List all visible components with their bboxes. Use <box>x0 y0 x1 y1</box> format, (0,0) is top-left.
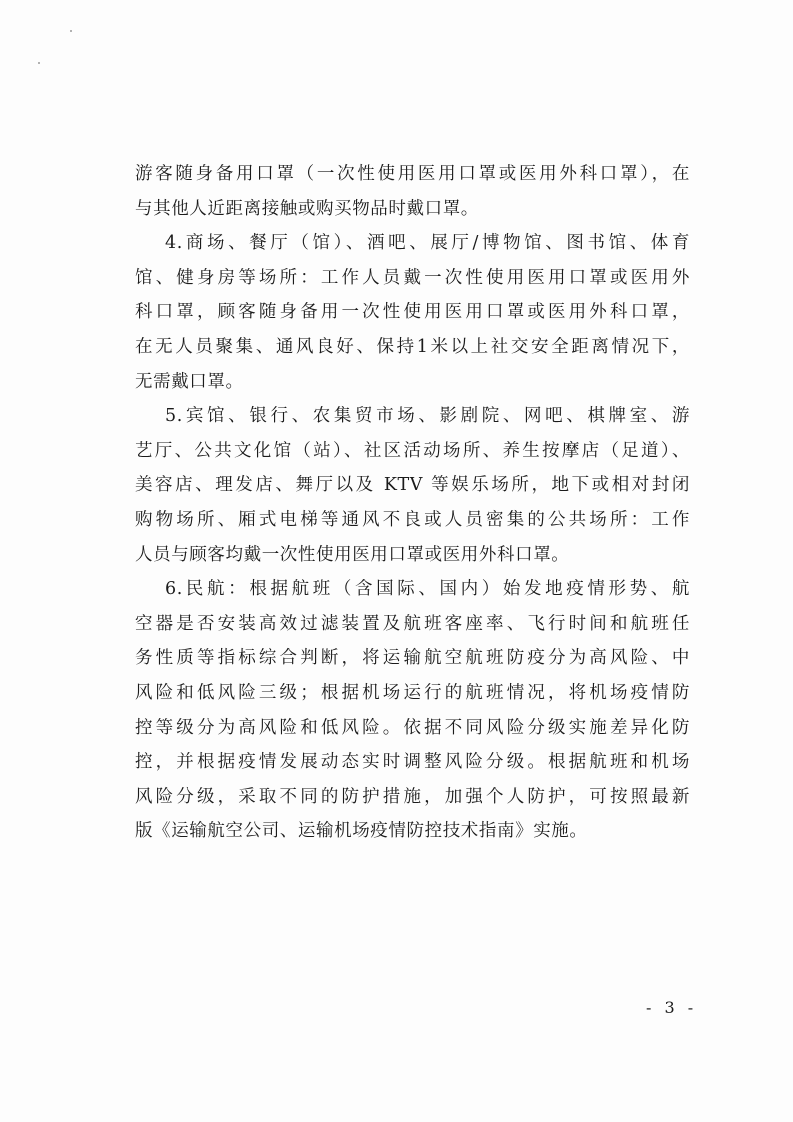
text-line: 控，并根据疫情发展动态实时调整风险分级。根据航班和机场 <box>135 752 690 773</box>
text-line: 风险和低风险三级；根据机场运行的航班情况，将机场疫情防 <box>135 682 690 703</box>
text-line: 4.商场、餐厅（馆）、酒吧、展厅/博物馆、图书馆、体育 <box>165 233 690 254</box>
text-line: 风险分级，采取不同的防护措施，加强个人防护，可按照最新 <box>135 786 690 807</box>
text-line: 空器是否安装高效过滤装置及航班客座率、飞行时间和航班任 <box>135 613 690 634</box>
text-line: 版《运输航空公司、运输机场疫情防控技术指南》实施。 <box>135 821 588 842</box>
text-line: 5.宾馆、银行、农集贸市场、影剧院、网吧、棋牌室、游 <box>165 406 690 427</box>
scan-speck <box>38 62 40 64</box>
page-number: - 3 - <box>646 998 698 1017</box>
text-line: 务性质等指标综合判断，将运输航空航班防疫分为高风险、中 <box>135 648 690 669</box>
text-line: 美容店、理发店、舞厅以及 KTV 等娱乐场所，地下或相对封闭 <box>135 475 690 496</box>
text-line: 馆、健身房等场所：工作人员戴一次性使用医用口罩或医用外 <box>135 267 690 288</box>
text-line: 艺厅、公共文化馆（站）、社区活动场所、养生按摩店（足道）、 <box>135 440 690 461</box>
text-line: 人员与顾客均戴一次性使用医用口罩或医用外科口罩。 <box>135 544 570 565</box>
text-line: 科口罩，顾客随身备用一次性使用医用口罩或医用外科口罩， <box>135 302 690 323</box>
text-line: 与其他人近距离接触或购买物品时戴口罩。 <box>135 198 479 219</box>
text-line: 在无人员聚集、通风良好、保持1米以上社交安全距离情况下， <box>135 336 690 357</box>
text-line: 购物场所、厢式电梯等通风不良或人员密集的公共场所：工作 <box>135 509 690 530</box>
text-line: 控等级分为高风险和低风险。依据不同风险分级实施差异化防 <box>135 717 690 738</box>
text-line: 6.民航：根据航班（含国际、国内）始发地疫情形势、航 <box>165 579 690 600</box>
text-line: 无需戴口罩。 <box>135 371 244 392</box>
document-body <box>135 157 690 849</box>
scan-speck <box>70 30 72 32</box>
text-line: 游客随身备用口罩（一次性使用医用口罩或医用外科口罩），在 <box>135 164 690 184</box>
